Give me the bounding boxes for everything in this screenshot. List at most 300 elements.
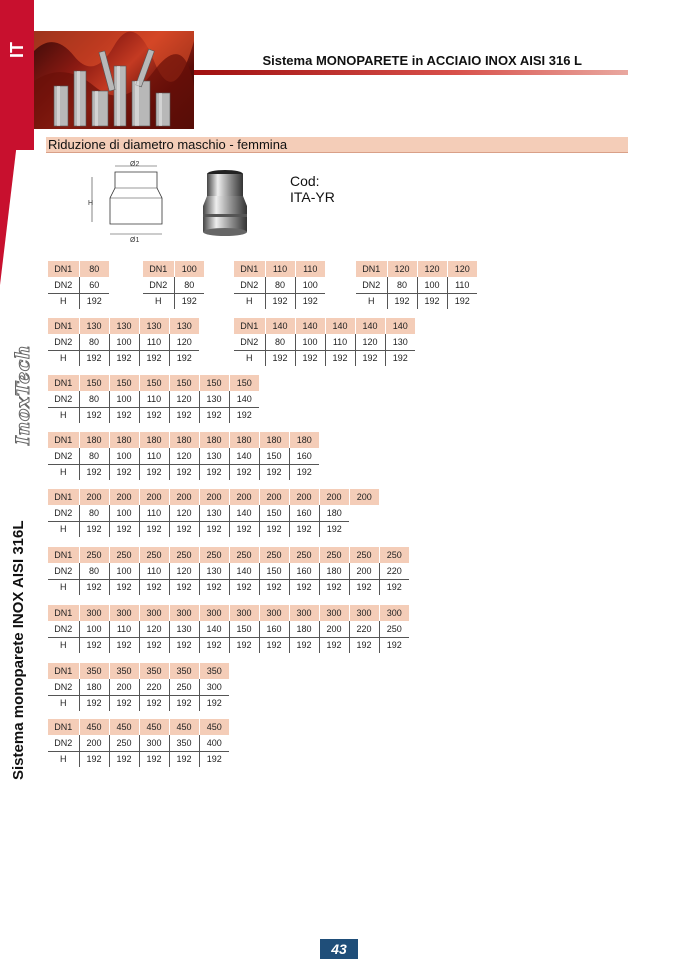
table-cell: 180 — [199, 432, 229, 448]
table-row — [48, 547, 409, 563]
table-cell: 250 — [109, 547, 139, 563]
table-cell: 192 — [385, 350, 415, 366]
table-cell: 192 — [289, 464, 319, 480]
table-cell: 250 — [169, 547, 199, 563]
table-cell: 192 — [109, 695, 139, 711]
row-label: DN2 — [48, 391, 79, 407]
table-cell: 192 — [139, 407, 169, 423]
row-label: DN2 — [48, 277, 79, 293]
table-cell: 192 — [355, 350, 385, 366]
table-cell: 300 — [289, 605, 319, 621]
dimension-table — [48, 663, 229, 711]
table-row — [143, 277, 204, 293]
table-cell: 300 — [259, 605, 289, 621]
table-cell: 150 — [169, 375, 199, 391]
table-cell: 100 — [295, 277, 325, 293]
language-tab: IT — [7, 42, 27, 58]
table-cell: 192 — [79, 293, 109, 309]
table-cell: 110 — [139, 505, 169, 521]
table-row — [143, 293, 204, 309]
table-row — [48, 563, 409, 579]
table-cell: 192 — [169, 464, 199, 480]
table-row — [356, 293, 477, 309]
row-label: DN2 — [234, 277, 265, 293]
table-cell: 350 — [169, 735, 199, 751]
height-label: H — [88, 200, 94, 207]
dimension-table — [356, 261, 477, 309]
table-cell: 192 — [139, 637, 169, 653]
table-cell: 192 — [319, 521, 349, 537]
table-cell: 200 — [109, 679, 139, 695]
table-cell: 140 — [199, 621, 229, 637]
table-cell: 250 — [109, 735, 139, 751]
table-cell: 120 — [169, 391, 199, 407]
table-cell: 192 — [109, 521, 139, 537]
dimension-table — [48, 719, 229, 767]
table-cell: 192 — [79, 407, 109, 423]
table-cell: 100 — [79, 621, 109, 637]
table-row — [48, 719, 229, 735]
table-row — [234, 318, 415, 334]
table-cell: 192 — [265, 350, 295, 366]
dimension-table — [48, 432, 319, 480]
table-cell: 130 — [169, 621, 199, 637]
table-row — [48, 751, 229, 767]
table-cell: 80 — [265, 277, 295, 293]
table-cell: 192 — [199, 407, 229, 423]
table-cell: 192 — [259, 579, 289, 595]
table-cell: 110 — [109, 621, 139, 637]
table-cell: 250 — [79, 547, 109, 563]
code-label: Cod: — [290, 173, 320, 189]
table-cell: 192 — [295, 293, 325, 309]
table-cell: 192 — [169, 407, 199, 423]
table-row — [48, 407, 259, 423]
table-cell: 150 — [229, 621, 259, 637]
table-cell: 220 — [139, 679, 169, 695]
table-cell: 180 — [319, 563, 349, 579]
table-cell: 200 — [109, 489, 139, 505]
table-cell: 192 — [379, 637, 409, 653]
table-cell: 192 — [417, 293, 447, 309]
dimension-table — [234, 318, 415, 366]
table-cell: 110 — [139, 334, 169, 350]
table-row — [356, 261, 477, 277]
table-cell: 192 — [229, 407, 259, 423]
table-cell: 200 — [139, 489, 169, 505]
table-cell: 80 — [79, 391, 109, 407]
table-cell: 250 — [139, 547, 169, 563]
table-cell: 160 — [289, 448, 319, 464]
table-cell: 400 — [199, 735, 229, 751]
table-row — [48, 375, 259, 391]
table-cell: 192 — [109, 464, 139, 480]
row-label: H — [155, 296, 162, 307]
table-cell: 192 — [79, 350, 109, 366]
row-label: DN1 — [48, 375, 79, 391]
table-row — [48, 605, 409, 621]
table-cell: 192 — [139, 751, 169, 767]
table-cell: 110 — [139, 563, 169, 579]
table-cell: 110 — [447, 277, 477, 293]
table-cell: 130 — [109, 318, 139, 334]
table-cell: 192 — [295, 350, 325, 366]
table-row — [48, 350, 199, 366]
row-label: DN1 — [48, 489, 79, 505]
table-cell: 350 — [139, 663, 169, 679]
table-cell: 100 — [109, 563, 139, 579]
table-cell: 450 — [199, 719, 229, 735]
table-cell: 350 — [199, 663, 229, 679]
table-cell: 200 — [199, 489, 229, 505]
table-cell: 80 — [265, 334, 295, 350]
table-cell: 300 — [199, 605, 229, 621]
row-label: DN1 — [143, 261, 174, 277]
table-cell: 140 — [325, 318, 355, 334]
table-cell: 120 — [139, 621, 169, 637]
table-row — [48, 489, 379, 505]
row-label: DN2 — [48, 563, 79, 579]
table-row — [48, 663, 229, 679]
row-label: H — [246, 353, 253, 364]
brand-logo: InoxTech — [12, 344, 34, 445]
table-row — [48, 637, 409, 653]
table-cell: 250 — [169, 679, 199, 695]
table-cell: 80 — [174, 277, 204, 293]
table-cell: 180 — [289, 432, 319, 448]
table-cell: 192 — [289, 521, 319, 537]
table-cell: 80 — [387, 277, 417, 293]
table-cell: 192 — [169, 751, 199, 767]
row-label: DN1 — [356, 261, 387, 277]
table-cell: 192 — [169, 350, 199, 366]
row-label: DN1 — [234, 318, 265, 334]
table-cell: 180 — [79, 679, 109, 695]
table-row — [48, 391, 259, 407]
row-label: DN2 — [356, 277, 387, 293]
table-cell: 60 — [79, 277, 109, 293]
table-cell: 150 — [259, 448, 289, 464]
table-cell: 100 — [109, 334, 139, 350]
table-cell: 192 — [199, 637, 229, 653]
table-cell: 130 — [139, 318, 169, 334]
table-cell: 150 — [229, 375, 259, 391]
table-cell: 192 — [109, 350, 139, 366]
table-cell: 160 — [259, 621, 289, 637]
table-cell: 192 — [139, 695, 169, 711]
header-photo — [34, 31, 194, 129]
dimension-table — [48, 605, 409, 653]
dimension-table — [48, 547, 409, 595]
table-cell: 180 — [259, 432, 289, 448]
table-cell: 192 — [79, 464, 109, 480]
row-label: H — [368, 296, 375, 307]
table-row — [48, 448, 319, 464]
table-cell: 100 — [417, 277, 447, 293]
row-label: DN1 — [48, 432, 79, 448]
table-cell: 300 — [109, 605, 139, 621]
table-cell: 192 — [199, 751, 229, 767]
title-underline — [194, 70, 628, 75]
table-cell: 250 — [379, 547, 409, 563]
table-cell: 140 — [385, 318, 415, 334]
code-value: ITA-YR — [290, 189, 335, 205]
table-cell: 160 — [289, 505, 319, 521]
table-cell: 192 — [174, 293, 204, 309]
table-cell: 192 — [169, 579, 199, 595]
table-row — [48, 432, 319, 448]
table-cell: 150 — [79, 375, 109, 391]
row-label: DN2 — [234, 334, 265, 350]
row-label: H — [246, 296, 253, 307]
technical-drawing — [86, 160, 166, 245]
table-cell: 350 — [169, 663, 199, 679]
table-cell: 192 — [289, 637, 319, 653]
row-label: DN1 — [48, 547, 79, 563]
table-row — [48, 679, 229, 695]
table-cell: 192 — [139, 521, 169, 537]
table-cell: 130 — [199, 448, 229, 464]
table-cell: 300 — [199, 679, 229, 695]
table-cell: 350 — [79, 663, 109, 679]
table-cell: 192 — [387, 293, 417, 309]
table-cell: 200 — [289, 489, 319, 505]
table-cell: 180 — [139, 432, 169, 448]
table-cell: 192 — [169, 695, 199, 711]
table-cell: 300 — [79, 605, 109, 621]
diameter-2-label: Ø2 — [130, 161, 140, 168]
table-row — [143, 261, 204, 277]
table-row — [234, 293, 325, 309]
table-cell: 450 — [139, 719, 169, 735]
table-cell: 180 — [169, 432, 199, 448]
row-label: DN2 — [143, 277, 174, 293]
table-cell: 100 — [109, 448, 139, 464]
table-row — [234, 277, 325, 293]
table-cell: 192 — [139, 350, 169, 366]
row-label: H — [60, 410, 67, 421]
row-label: H — [60, 296, 67, 307]
table-cell: 110 — [139, 391, 169, 407]
table-cell: 300 — [319, 605, 349, 621]
table-cell: 130 — [169, 318, 199, 334]
table-cell: 150 — [199, 375, 229, 391]
row-label: DN2 — [48, 679, 79, 695]
table-cell: 100 — [109, 505, 139, 521]
table-cell: 450 — [109, 719, 139, 735]
table-cell: 130 — [199, 505, 229, 521]
table-cell: 250 — [229, 547, 259, 563]
table-cell: 220 — [379, 563, 409, 579]
table-cell: 300 — [139, 735, 169, 751]
table-cell: 192 — [199, 695, 229, 711]
table-cell: 110 — [325, 334, 355, 350]
table-cell: 200 — [79, 489, 109, 505]
product-code — [290, 173, 335, 205]
table-cell: 130 — [385, 334, 415, 350]
table-row — [48, 318, 199, 334]
dimension-table — [48, 318, 199, 366]
row-label: DN2 — [48, 505, 79, 521]
table-cell: 192 — [199, 464, 229, 480]
table-cell: 192 — [79, 521, 109, 537]
table-cell: 200 — [319, 621, 349, 637]
table-cell: 130 — [199, 563, 229, 579]
table-cell: 120 — [447, 261, 477, 277]
table-row — [48, 695, 229, 711]
row-label: DN1 — [48, 318, 79, 334]
table-cell: 140 — [265, 318, 295, 334]
table-cell: 192 — [229, 521, 259, 537]
table-cell: 200 — [349, 489, 379, 505]
table-cell: 192 — [379, 579, 409, 595]
table-cell: 120 — [169, 505, 199, 521]
table-cell: 130 — [79, 318, 109, 334]
page-number: 43 — [320, 939, 358, 959]
table-cell: 192 — [169, 637, 199, 653]
table-cell: 192 — [109, 407, 139, 423]
dimension-table — [48, 261, 109, 309]
row-label: H — [60, 698, 67, 709]
table-cell: 300 — [139, 605, 169, 621]
table-cell: 350 — [109, 663, 139, 679]
table-cell: 450 — [79, 719, 109, 735]
table-cell: 120 — [169, 448, 199, 464]
table-cell: 300 — [379, 605, 409, 621]
table-cell: 180 — [319, 505, 349, 521]
table-cell: 80 — [79, 334, 109, 350]
row-label: H — [60, 754, 67, 765]
table-cell: 80 — [79, 563, 109, 579]
vertical-product-line: Sistema monoparete INOX AISI 316L — [10, 520, 27, 780]
table-cell: 140 — [295, 318, 325, 334]
section-title: Riduzione di diametro maschio - femmina — [48, 137, 288, 152]
table-cell: 192 — [229, 579, 259, 595]
section-header — [46, 137, 628, 153]
table-cell: 192 — [109, 579, 139, 595]
row-label: DN2 — [48, 448, 79, 464]
table-cell: 192 — [229, 464, 259, 480]
table-cell: 200 — [169, 489, 199, 505]
table-cell: 450 — [169, 719, 199, 735]
table-cell: 250 — [289, 547, 319, 563]
table-cell: 192 — [79, 751, 109, 767]
table-cell: 110 — [139, 448, 169, 464]
table-row — [48, 621, 409, 637]
table-cell: 192 — [319, 579, 349, 595]
table-cell: 250 — [319, 547, 349, 563]
table-row — [48, 277, 109, 293]
table-row — [48, 505, 379, 521]
table-cell: 192 — [139, 464, 169, 480]
row-label: DN1 — [48, 261, 79, 277]
table-cell: 192 — [265, 293, 295, 309]
table-cell: 300 — [169, 605, 199, 621]
table-cell: 192 — [349, 579, 379, 595]
table-cell: 80 — [79, 448, 109, 464]
table-cell: 220 — [349, 621, 379, 637]
table-cell: 140 — [229, 563, 259, 579]
table-cell: 140 — [355, 318, 385, 334]
table-cell: 120 — [355, 334, 385, 350]
dimension-table — [143, 261, 204, 309]
row-label: DN1 — [48, 663, 79, 679]
table-cell: 150 — [139, 375, 169, 391]
table-cell: 192 — [109, 637, 139, 653]
table-cell: 192 — [199, 521, 229, 537]
table-cell: 192 — [79, 579, 109, 595]
row-label: DN1 — [234, 261, 265, 277]
table-cell: 150 — [109, 375, 139, 391]
table-cell: 192 — [79, 695, 109, 711]
table-row — [48, 521, 379, 537]
table-cell: 140 — [229, 391, 259, 407]
table-cell: 120 — [169, 563, 199, 579]
table-cell: 250 — [259, 547, 289, 563]
table-cell: 160 — [289, 563, 319, 579]
table-cell: 180 — [79, 432, 109, 448]
diameter-1-label: Ø1 — [130, 237, 140, 244]
table-cell: 192 — [447, 293, 477, 309]
table-cell: 250 — [349, 547, 379, 563]
dimension-table — [48, 375, 259, 423]
table-cell: 192 — [139, 579, 169, 595]
table-cell: 200 — [229, 489, 259, 505]
table-cell: 200 — [319, 489, 349, 505]
table-cell: 100 — [295, 334, 325, 350]
table-cell: 100 — [174, 261, 204, 277]
table-cell: 192 — [259, 464, 289, 480]
row-label: DN1 — [48, 605, 79, 621]
row-label: DN2 — [48, 334, 79, 350]
table-cell: 200 — [259, 489, 289, 505]
table-cell: 150 — [259, 563, 289, 579]
row-label: H — [60, 582, 67, 593]
table-cell: 192 — [319, 637, 349, 653]
product-image — [200, 168, 250, 238]
table-cell: 250 — [199, 547, 229, 563]
table-cell: 192 — [199, 579, 229, 595]
table-cell: 150 — [259, 505, 289, 521]
table-cell: 140 — [229, 448, 259, 464]
table-cell: 80 — [79, 505, 109, 521]
dimension-table — [234, 261, 325, 309]
table-cell: 192 — [79, 637, 109, 653]
row-label: H — [60, 524, 67, 535]
table-row — [48, 735, 229, 751]
row-label: H — [60, 467, 67, 478]
table-cell: 180 — [289, 621, 319, 637]
table-cell: 180 — [109, 432, 139, 448]
row-label: DN1 — [48, 719, 79, 735]
table-cell: 130 — [199, 391, 229, 407]
table-row — [48, 334, 199, 350]
row-label: DN2 — [48, 621, 79, 637]
table-cell: 192 — [325, 350, 355, 366]
page-title: Sistema MONOPARETE in ACCIAIO INOX AISI 316 L — [262, 53, 582, 68]
table-cell: 80 — [79, 261, 109, 277]
row-label: H — [60, 353, 67, 364]
table-cell: 300 — [229, 605, 259, 621]
table-row — [234, 261, 325, 277]
table-row — [48, 579, 409, 595]
table-cell: 192 — [169, 521, 199, 537]
row-label: H — [60, 640, 67, 651]
table-cell: 300 — [349, 605, 379, 621]
table-cell: 110 — [265, 261, 295, 277]
table-cell: 192 — [349, 637, 379, 653]
table-cell: 180 — [229, 432, 259, 448]
